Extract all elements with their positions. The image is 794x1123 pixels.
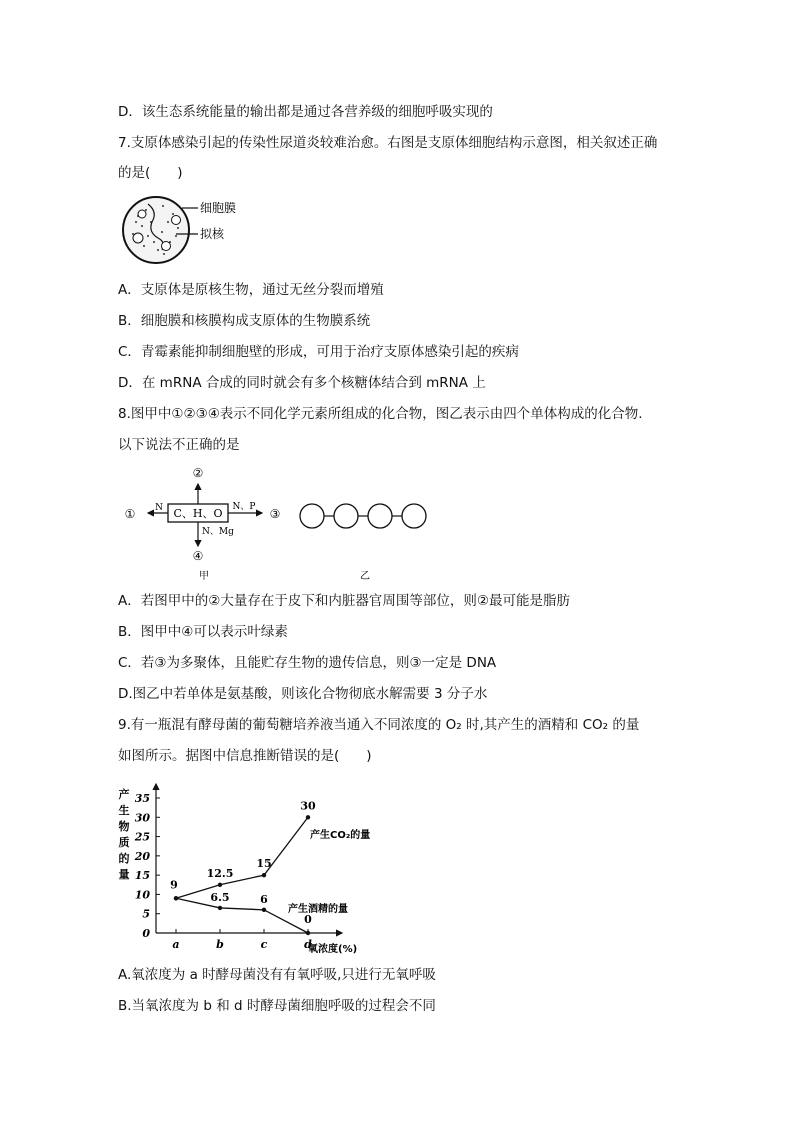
q9-stem-line1: 9.有一瓶混有酵母菌的葡萄糖培养液当通入不同浓度的 O₂ 时,其产生的酒精和 CO₂ 的量 <box>118 717 640 733</box>
y-tick-label: 35 <box>134 792 150 805</box>
x-tick-label: a <box>172 938 180 951</box>
compound-3: ③ <box>269 507 281 521</box>
label-cell-membrane: 细胞膜 <box>200 201 237 215</box>
q8-option-a: A．若图甲中的②大量存在于皮下和内脏器官周围等部位，则②最可能是脂肪 <box>118 593 570 609</box>
q6-option-d: D．该生态系统能量的输出都是通过各营养级的细胞呼吸实现的 <box>118 104 493 120</box>
compound-1: ① <box>124 507 136 521</box>
data-label: 9 <box>170 878 178 892</box>
monomer-2 <box>334 504 358 528</box>
data-point <box>218 906 222 910</box>
data-point <box>306 815 310 819</box>
center-elements: C、H、O <box>173 507 223 520</box>
q7-option-d: D．在 mRNA 合成的同时就会有多个核糖体结合到 mRNA 上 <box>118 375 486 391</box>
series-line-0 <box>176 817 308 898</box>
y-tick-label: 15 <box>134 869 150 883</box>
y-tick-label: 20 <box>134 849 150 863</box>
data-point <box>218 883 222 887</box>
q7-option-a: A．支原体是原核生物，通过无丝分裂而增殖 <box>118 282 384 298</box>
label-nucleoid: 拟核 <box>200 227 225 241</box>
q9-option-b: B.当氧浓度为 b 和 d 时酵母菌细胞呼吸的过程会不同 <box>118 998 436 1014</box>
compound-2: ② <box>192 466 204 480</box>
data-label: 12.5 <box>206 866 234 880</box>
q7-stem-line1: 7.支原体感染引起的传染性尿道炎较难治愈。右图是支原体细胞结构示意图，相关叙述正确 <box>118 135 658 151</box>
polymer-diagram-yi <box>296 500 436 584</box>
bottom-elements: N、Mg <box>202 527 234 537</box>
q9-option-a: A.氧浓度为 a 时酵母菌没有有氧呼吸,只进行无氧呼吸 <box>118 967 436 983</box>
data-point <box>174 896 178 900</box>
y-axis-label-char: 质 <box>118 836 130 849</box>
data-label: 30 <box>300 799 316 813</box>
q8-option-c: C．若③为多聚体，且能贮存生物的遗传信息，则③一定是 DNA <box>118 655 497 671</box>
y-axis-label-char: 物 <box>118 820 130 833</box>
y-axis-label <box>119 787 130 881</box>
caption-jia: 甲 <box>199 571 209 582</box>
monomer-1 <box>300 504 324 528</box>
x-tick-label: d <box>304 938 312 951</box>
caption-yi: 乙 <box>360 571 370 582</box>
y-axis-label-char: 产 <box>118 788 130 801</box>
x-axis-label: 氧浓度(%) <box>308 944 358 955</box>
data-point <box>262 873 266 877</box>
data-label: 6.5 <box>210 890 230 904</box>
data-label: 6 <box>260 892 268 906</box>
series-name-alcohol: 产生酒精的量 <box>288 904 348 915</box>
y-tick-label: 30 <box>134 811 150 825</box>
y-axis-label-char: 生 <box>118 804 130 817</box>
monomer-3 <box>368 504 392 528</box>
data-point <box>262 908 266 912</box>
x-tick-label: b <box>216 938 224 951</box>
monomer-4 <box>402 504 426 528</box>
q7-stem-line2: 的是( ) <box>118 165 183 181</box>
oxygen-concentration-chart <box>110 778 390 960</box>
q8-option-d: D.图乙中若单体是氨基酸，则该化合物彻底水解需要 3 分子水 <box>118 686 488 702</box>
element-diagram-jia <box>118 462 298 584</box>
data-point <box>306 931 310 935</box>
series-name-co2: 产生CO₂的量 <box>310 830 371 841</box>
compound-4: ④ <box>192 549 204 563</box>
q9-stem-line2: 如图所示。据图中信息推断错误的是( ) <box>118 748 372 764</box>
y-tick-label: 25 <box>134 830 150 844</box>
mycoplasma-cell-figure <box>118 192 258 272</box>
data-label: 15 <box>256 857 272 871</box>
y-tick-label: 0 <box>142 927 150 940</box>
right-elements: N、P <box>232 502 256 512</box>
y-axis-label-char: 的 <box>118 852 130 865</box>
q7-option-c: C．青霉素能抑制细胞壁的形成，可用于治疗支原体感染引起的疾病 <box>118 344 519 360</box>
y-tick-label: 5 <box>142 907 150 921</box>
q8-stem-line2: 以下说法不正确的是 <box>118 437 240 453</box>
q8-stem-line1: 8.图甲中①②③④表示不同化学元素所组成的化合物，图乙表示由四个单体构成的化合物. <box>118 406 643 422</box>
x-tick-label: c <box>260 938 268 951</box>
q7-option-b: B．细胞膜和核膜构成支原体的生物膜系统 <box>118 313 371 329</box>
data-label: 0 <box>304 913 312 926</box>
left-element: N <box>155 503 163 513</box>
y-tick-label: 10 <box>134 888 150 902</box>
y-axis-label-char: 量 <box>118 868 130 881</box>
q8-option-b: B．图甲中④可以表示叶绿素 <box>118 624 288 640</box>
